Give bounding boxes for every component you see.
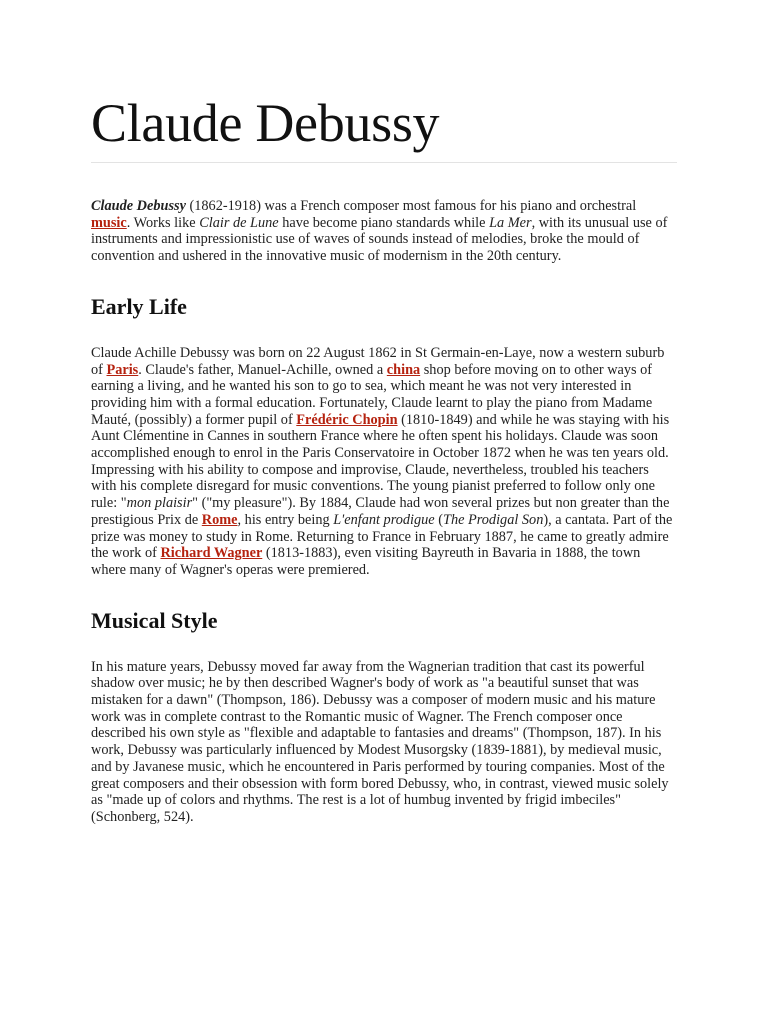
intro-text: , with its unusual use of instruments and impressionistic use of waves of sounds instead of melodies, broke the mould of convention and ushered in the innovative music of modernism in the 20th century. — [91, 214, 668, 265]
early-life-text: (1810-1849) and while he was staying with his Aunt Clémentine in Cannes in southern France where he often spent his holidays. Claude was soon accomplished enough to enrol in the Paris Conservatoire in October 1872 when he was ten years old. Impressing with his ability to compose and improvise, Claude, nevertheless, troubled his teachers with his complete disregard for music conventions. The young pianist preferred to follow only one rule: " — [91, 411, 670, 512]
heading-musical-style: Musical Style — [91, 607, 218, 633]
early-life-text: . Claude's father, Manuel-Achille, owned a — [138, 361, 387, 378]
prodigal-son: The Prodigal Son — [443, 511, 544, 528]
musical-style-paragraph: In his mature years, Debussy moved far away from the Wagnerian tradition that cast its powerful shadow over music; he by then described Wagner's body of work as "a beautiful sunset that was mistaken for a dawn" (Thompson, 186). Debussy was a composer of modern music and his mature work was in complete contrast to the Romantic music of Wagner. The French composer once described his own style as "flexible and adaptable to fantasies and dreams" (Thompson, 187). In his work, Debussy was particularly influenced by Modest Musorgsky (1839-1881), by medieval music, and by Javanese music, which he encountered in Paris performed by touring companies. Most of the great composers and their obsession with form bored Debussy, who, in contrast, viewed music solely as "made up of colors and rhythms. The rest is a lot of humbug invented by frigid imbeciles" (Schonberg, 524). — [91, 658, 669, 825]
intro-title-lamer: La Mer — [489, 214, 532, 231]
link-rome[interactable]: Rome — [201, 511, 238, 528]
intro-title-clair: Clair de Lune — [199, 214, 279, 231]
early-life-text: (1813-1883), even visiting Bayreuth in Bavaria in 1888, the town where many of Wagner's operas were premiered. — [91, 545, 641, 578]
link-paris[interactable]: Paris — [106, 361, 139, 378]
title-divider — [91, 162, 677, 163]
document-page — [91, 0, 677, 826]
heading-early-life: Early Life — [91, 293, 187, 319]
early-life-paragraph — [91, 345, 677, 579]
early-life-text: " ("my pleasure"). By 1884, Claude had won several prizes but non greater than the prestigious Prix de — [91, 495, 670, 528]
intro-paragraph — [91, 198, 677, 265]
early-life-text: shop before moving on to other ways of earning a living, and he wanted his son to go to sea, which meant he was not very interested in providing him with a formal education. Fortunately, Claude learnt to play the piano from Madame Mauté, (possibly) a former pupil of — [91, 361, 653, 428]
early-life-text: Claude Achille Debussy was born on 22 August 1862 in St Germain-en-Laye, now a western suburb of — [91, 344, 665, 378]
early-life-text: , his entry being — [237, 511, 334, 528]
link-frederic-chopin[interactable]: Frédéric Chopin — [296, 411, 398, 428]
lenfant-prodigue: L'enfant prodigue — [333, 511, 435, 528]
intro-name: Claude Debussy — [91, 198, 186, 214]
mon-plaisir: mon plaisir — [126, 495, 193, 512]
intro-text: have become piano standards while — [278, 214, 490, 231]
link-china[interactable]: china — [386, 361, 421, 378]
link-richard-wagner[interactable]: Richard Wagner — [160, 545, 263, 562]
intro-text: . Works like — [126, 214, 200, 231]
link-music[interactable]: music — [91, 214, 127, 231]
early-life-text: ( — [434, 511, 443, 528]
page-title: Claude Debussy — [91, 93, 440, 153]
intro-text: (1862-1918) was a French composer most famous for his piano and orchestral — [185, 198, 637, 214]
early-life-text: ), a cantata. Part of the prize was money to study in Rome. Returning to France in February 1887, he came to greatly admire the work of — [91, 511, 673, 562]
